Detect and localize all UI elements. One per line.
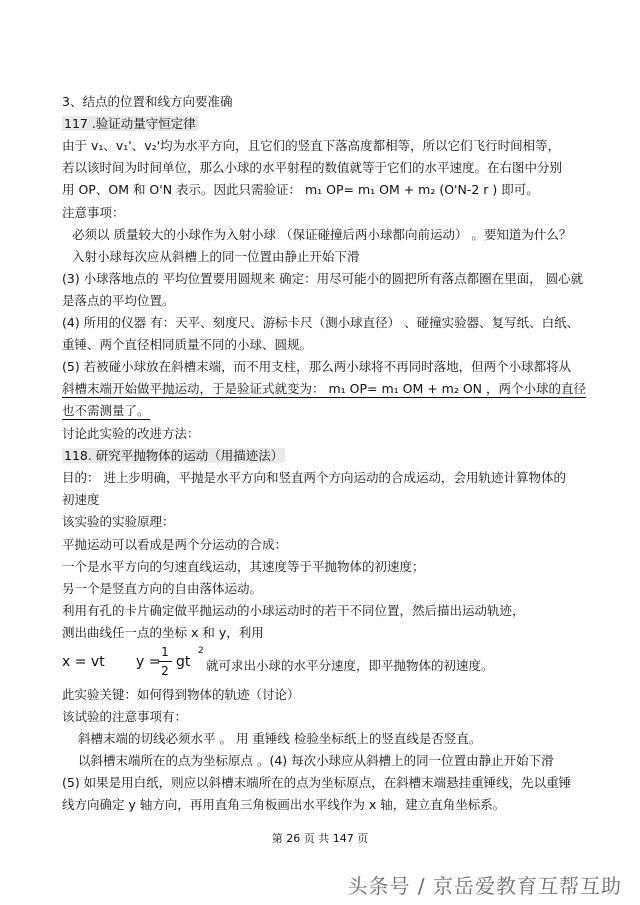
formula-y: y = bbox=[136, 654, 161, 670]
text-line: 以斜槽末端所在的点为坐标原点 。(4) 每次小球应从斜槽上的同一位置由静止开始下滑 bbox=[78, 753, 554, 768]
underlined-text: 也不需测量了。 bbox=[62, 403, 150, 418]
heading-text: 118. 研究平抛物体的运动（用描迹法） bbox=[64, 448, 284, 463]
fraction-numerator: 1 bbox=[161, 645, 169, 659]
text-line: 讨论此实验的改进方法： bbox=[62, 426, 200, 441]
text-line: 测出曲线任一点的坐标 x 和 y，利用 bbox=[62, 625, 264, 640]
text-line: 3、结点的位置和线方向要准确 bbox=[62, 94, 233, 109]
text-line: (3) 小球落地点的 平均位置要用圆规来 确定：用尽可能小的圆把所有落点都圈在里面， 圆心就 bbox=[62, 271, 584, 286]
text-line: 若以该时间为时间单位，那么小球的水平射程的数值就等于它们的水平速度。在右图中分别 bbox=[62, 160, 563, 175]
fraction-bar bbox=[158, 661, 172, 662]
section-heading-118 bbox=[62, 446, 582, 466]
formula-x: x = vt bbox=[62, 654, 105, 670]
text-line: 斜槽末端的切线必须水平 。 用 重锤线 检验坐标纸上的竖直线是否竖直。 bbox=[78, 731, 482, 746]
formula-fraction bbox=[158, 644, 172, 679]
text-line: 用 OP、OM 和 O'N 表示。因此只需验证： m₁ OP= m₁ OM + m₂ (O'N-2 r ) 即可。 bbox=[62, 182, 539, 197]
formula-exponent: 2 bbox=[198, 646, 204, 656]
text-line: 必须以 质量较大的小球作为入射小球 （保证碰撞后两小球都向前运动） 。要知道为什么？ bbox=[72, 227, 572, 242]
text-line: 一个是水平方向的匀速直线运动，其速度等于平抛物体的初速度； bbox=[62, 559, 425, 574]
section-heading-117 bbox=[62, 114, 582, 134]
text-line: 此实验关键：如何得到物体的轨迹（讨论） bbox=[62, 687, 300, 702]
text-line: 初速度 bbox=[62, 492, 100, 507]
underlined-line bbox=[62, 401, 582, 421]
text-line: 是落点的平均位置。 bbox=[62, 293, 175, 308]
text-line: (5) 若被碰小球放在斜槽末端，而不用支柱，那么两小球将不再同时落地，但两个小球都将从 bbox=[62, 359, 572, 374]
text-line: 平抛运动可以看成是两个分运动的合成： bbox=[62, 537, 288, 552]
text-line: 另一个是竖直方向的自由落体运动。 bbox=[62, 581, 263, 596]
underlined-text: 斜槽末端开始做平抛运动，于是验证式就变为： m₁ OP= m₁ OM + m₂ ON ，两个小球的直径 bbox=[62, 381, 586, 396]
fraction-denominator: 2 bbox=[161, 664, 169, 678]
text-line: (4) 所用的仪器 有：天平、刻度尺、游标卡尺（测小球直径） 、碰撞实验器、复写纸、白纸、 bbox=[62, 315, 580, 330]
formula-text: 就可求出小球的水平分速度，即平抛物体的初速度。 bbox=[206, 658, 494, 673]
page-number-footer: 第 26 页 共 147 页 bbox=[271, 832, 369, 845]
text-line: (5) 如果是用白纸，则应以斜槽末端所在的点为坐标原点，在斜槽末端悬挂重锤线，先以重锤 bbox=[62, 775, 572, 790]
text-line: 入射小球每次应从斜槽上的同一位置由静止开始下滑 bbox=[72, 249, 360, 264]
text-line: 目的： 进上步明确，平抛是水平方向和竖直两个方向运动的合成运动，会用轨迹计算物体的 bbox=[62, 470, 566, 485]
formula-gt: gt bbox=[176, 654, 191, 670]
text-line: 该试验的注意事项有： bbox=[62, 709, 188, 724]
text-line: 线方向确定 y 轴方向，再用直角三角板画出水平线作为 x 轴，建立直角坐标系。 bbox=[62, 797, 506, 812]
text-line: 重锤、两个直径相同质量不同的小球、圆规。 bbox=[62, 337, 313, 352]
text-line: 该实验的实验原理： bbox=[62, 514, 175, 529]
watermark: 头条号 / 京岳爱教育互帮互助 bbox=[347, 874, 622, 898]
underlined-line bbox=[62, 379, 586, 399]
projectile-formula bbox=[62, 644, 582, 684]
text-line: 利用有孔的卡片确定做平抛运动的小球运动时的若干不同位置，然后描出运动轨迹， bbox=[62, 603, 525, 618]
text-line: 由于 v₁、v₁'、v₂'均为水平方向，且它们的竖直下落高度都相等，所以它们飞行时间相等， bbox=[62, 138, 561, 153]
text-line: 注意事项： bbox=[62, 205, 125, 220]
heading-text: 117 .验证动量守恒定律 bbox=[64, 116, 196, 131]
